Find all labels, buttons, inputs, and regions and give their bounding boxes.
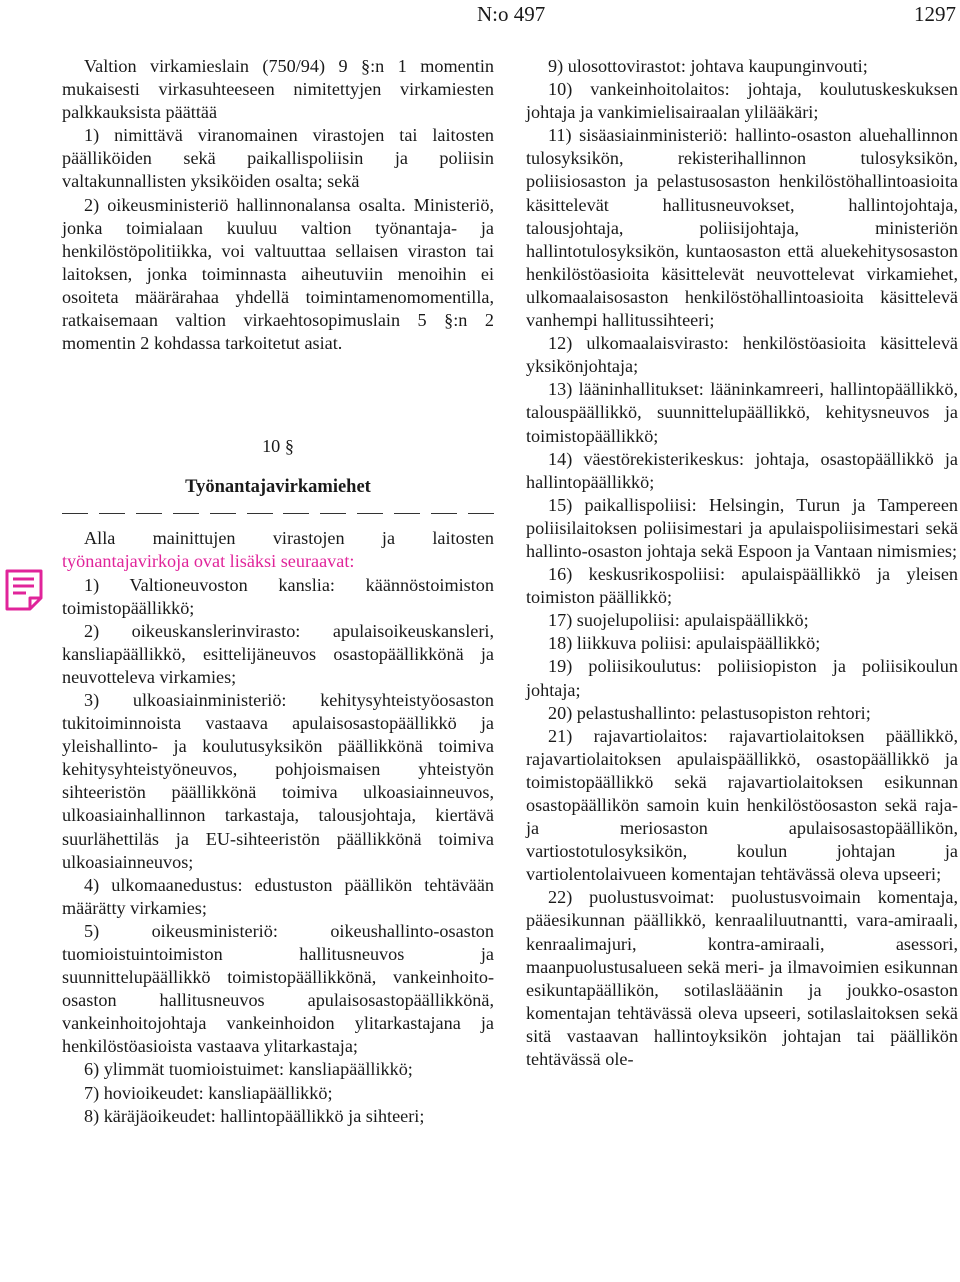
page-header — [0, 0, 960, 30]
intro-text: Alla mainittujen virastojen ja laitosten — [84, 528, 494, 549]
list-item: 5) oikeusministeriö: oikeushallinto-osaston tuomioistuintoimiston hallitusneuvos ja suunnittelupäällikkö toimistopäällikkönä, vankeinhoito-osaston hallitusneuvos apulaisosastopäällikkönä, vankeinhoitojohtaja vankeinhoidon ylitarkastajana ja henkilöstöasioista vastaava ylitarkastaja; — [62, 920, 494, 1057]
list-item: 6) ylimmät tuomioistuimet: kansliapäällikkö; — [84, 1059, 413, 1080]
paragraph: 2) oikeusministeriö hallinnonalansa osalta. Ministeriö, jonka toimialaan kuuluu valtion työnantaja- ja henkilöstöpolitiikka, voi valtuuttaa sellaisen viraston tai laitoksen, jonka toiminnasta aiheutuviin menoihin ei osoiteta määrärahaa yhdellä toimintamenomomentilla, ratkaisemaan valtion virkaehtosopimuslain 5 §:n 2 momentin 2 kohdassa tarkoitetut asiat. — [62, 194, 494, 354]
list-item: 13) lääninhallitukset: lääninkamreeri, hallintopäällikkö, talouspäällikkö, suunnittelupäällikkö, kehitysneuvos ja toimistopäällikkö; — [526, 379, 958, 446]
list-item: 21) rajavartiolaitos: rajavartiolaitoksen päällikkö, rajavartiolaitoksen apulaispäällikkö, osastopäällikkö ja toimistopäällikkö sekä rajavartiolaitoksen esikunnan osastopäällikön samoin kuin henkilöstöosaston sekä raja- ja meriosaston apulaisosastopäällikön, vartiostotulosyksikön, koulun johtajan ja vartiolentolaivueen komentajan tehtävässä oleva upseeri; — [526, 725, 958, 885]
list-item: 22) puolustusvoimat: puolustusvoimain komentaja, pääesikunnan päällikkö, kenraaliluutnantti, vara-amiraali, kenraalimajuri, kontra-amiraali, asessori, maanpuolustusalueen sekä meri- ja ilmavoimien esikunnan esikuntapäällikön, sotilaslääänin ja joukko-osaston komentajan tehtävässä oleva upseeri, sotilaslaitoksen sekä sitä vastaavan hallintoyksikön johtajan tai päällikön tehtävässä ole- — [526, 887, 958, 1070]
list-item: 3) ulkoasiainministeriö: kehitysyhteistyöosaston tukitoiminnoista vastaava apulaisosastopäällikkö ja yleishallinto- ja koulutusyksikön päällikkönä toimiva kehitysyhteistyöneuvos, pohjoismaisen yhteistyön sihteeristön päällikkönä toimiva ulkoasiainneuvos, ulkoasiainhallinnon tarkastaja, talousjohtaja, kiertävä suurlähettiläs ja EU-sihteeristön päällikkönä toimiva ulkoasiainneuvos; — [62, 689, 494, 872]
issue-number: N:o 497 — [477, 2, 546, 26]
paragraph: Valtion virkamieslain (750/94) 9 §:n 1 momentin mukaisesti virkasuhteeseen nimitettyjen virkamiesten palkkauksista päättää — [62, 56, 494, 123]
list-item: 2) oikeuskanslerinvirasto: apulaisoikeuskansleri, kansliapäällikkö, esittelijäneuvos osastopäällikkönä ja neuvotteleva virkamies; — [62, 620, 494, 687]
item-list — [62, 574, 494, 1128]
preamble — [62, 55, 494, 355]
list-item: 1) Valtioneuvoston kanslia: käännöstoimiston toimistopäällikkö; — [62, 574, 494, 618]
list-item: 15) paikallispoliisi: Helsingin, Turun ja Tampereen poliisilaitoksen poliisimestari ja apulaispoliisimestari sekä hallinto-osaston johtaja sekä Espoon ja Vantaan nimismies; — [526, 494, 958, 561]
note-icon[interactable] — [4, 568, 44, 612]
section-heading-block — [62, 435, 494, 499]
section-heading: Työnantajavirkamiehet — [185, 477, 371, 498]
dash-divider — [62, 513, 494, 519]
section-number: 10 § — [262, 436, 294, 457]
list-item: 20) pelastushallinto: pelastusopiston rehtori; — [548, 702, 871, 723]
list-item: 18) liikkuva poliisi: apulaispäällikkö; — [548, 633, 821, 654]
section-intro — [62, 527, 494, 573]
left-column — [62, 55, 494, 1128]
list-item: 19) poliisikoulutus: poliisiopiston ja poliisikoulun johtaja; — [526, 656, 958, 700]
list-item: 7) hovioikeudet: kansliapäällikkö; — [84, 1082, 333, 1103]
list-item: 11) sisäasiainministeriö: hallinto-osaston aluehallinnon tulosyksikön, rekisterihallinnon tulosyksikön, poliisiosaston ja pelastusosaston henkilöstöhallintoasioita käsittelevät hallitusneuvokset, hallintojohtaja, talousjohtaja, poliisijohtaja, ministeriön hallintotulosyksikön, kuntaosaston että aluekehitysosaston henkilöstöasioita käsittelevät neuvottelevat virkamiehet, ulkomaalaisosaston henkilöstöhallintoasioita käsittelevä vanhempi hallitussihteeri; — [526, 125, 958, 331]
right-column — [526, 55, 958, 1071]
highlighted-text[interactable]: työnantajavirkoja ovat lisäksi seuraavat: — [62, 551, 355, 572]
list-item: 4) ulkomaanedustus: edustuston päällikön tehtävään määrätty virkamies; — [62, 874, 494, 918]
list-item: 10) vankeinhoitolaitos: johtaja, koulutuskeskuksen johtaja ja vankimielisairaalan ylilääkäri; — [526, 79, 958, 123]
list-item: 14) väestörekisterikeskus: johtaja, osastopäällikkö ja hallintopäällikkö; — [526, 448, 958, 492]
list-item: 9) ulosottovirastot: johtava kaupunginvouti; — [548, 56, 868, 76]
list-item: 12) ulkomaalaisvirasto: henkilöstöasioita käsittelevä yksikönjohtaja; — [526, 333, 958, 377]
list-item: 16) keskusrikospoliisi: apulaispäällikkö ja yleisen toimiston päällikkö; — [526, 564, 958, 608]
paragraph: 1) nimittävä viranomainen virastojen tai laitosten päälliköiden sekä paikallispoliisin ja poliisin valtakunnallisten yksiköiden osalta; sekä — [62, 125, 494, 192]
list-item: 17) suojelupoliisi: apulaispäällikkö; — [548, 610, 809, 631]
list-item: 8) käräjäoikeudet: hallintopäällikkö ja sihteeri; — [84, 1105, 425, 1126]
page-number: 1297 — [914, 2, 956, 26]
